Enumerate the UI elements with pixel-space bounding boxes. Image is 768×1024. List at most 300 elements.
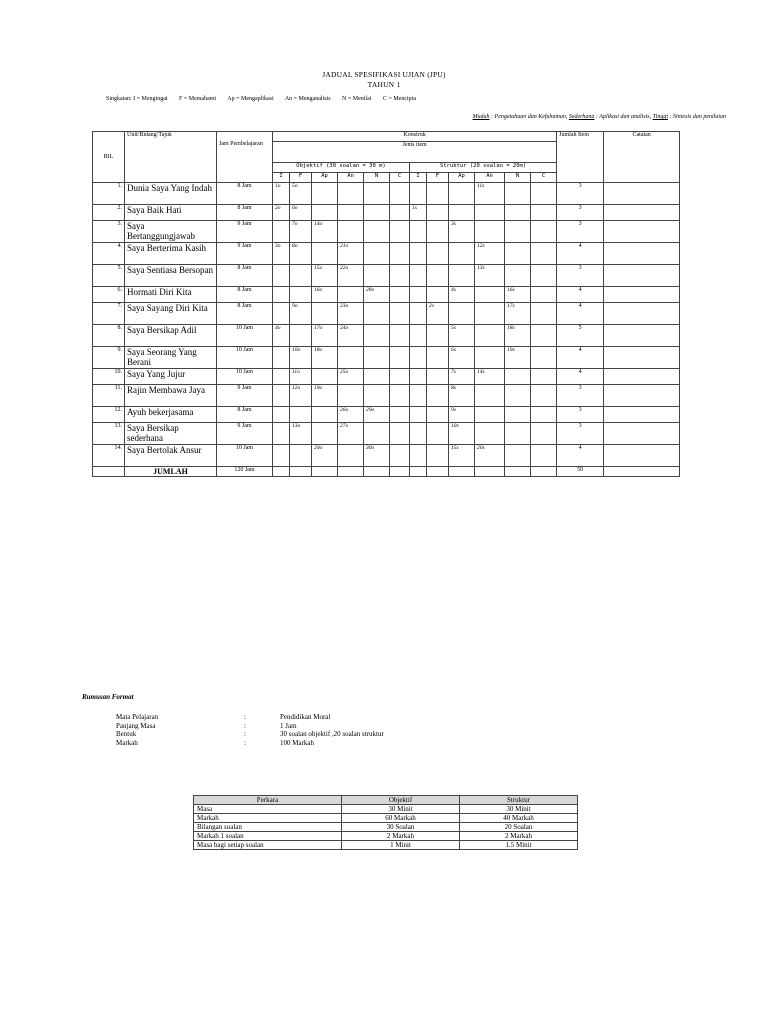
table-row (93, 265, 680, 287)
row-cell (410, 265, 427, 287)
row-cell (427, 423, 449, 445)
summary-cell: 60 Markah (342, 814, 460, 823)
legend-item: F = Memahami (179, 96, 217, 102)
level-mudah-text: : Pengetahuan dan Kefahaman, (489, 114, 569, 120)
row-catatan (604, 303, 680, 325)
row-jumlah: 4 (557, 287, 604, 303)
row-unit: Saya Bersikap sederhana (125, 423, 217, 445)
header-struktur: Struktur (20 soalan = 20m) (410, 163, 557, 173)
row-cell (505, 369, 531, 385)
row-cell (475, 303, 505, 325)
row-jumlah: 4 (557, 347, 604, 369)
row-unit: Saya Yang Jujur (125, 369, 217, 385)
row-cell: 6s (449, 347, 475, 369)
summary-cell: Masa bagi setiap soalan (194, 841, 342, 850)
total-row (93, 467, 680, 477)
summary-cell: Markah (194, 814, 342, 823)
row-cell (505, 265, 531, 287)
table-row (93, 347, 680, 369)
row-cell: 14s (475, 369, 505, 385)
summary-cell: Bilangan soalan (194, 823, 342, 832)
row-cell: 27o (338, 423, 364, 445)
level-tinggi-text: : Sintesis dan penilaian (668, 114, 726, 120)
row-jam: 10 Jam (217, 369, 273, 385)
row-cell (290, 287, 312, 303)
row-unit: Ayuh bekerjasama (125, 407, 217, 423)
summary-row (194, 832, 578, 841)
row-cell (364, 243, 390, 265)
header-jumlah: Jumlah Item (557, 132, 604, 183)
row-cell: 16o (312, 287, 338, 303)
row-jumlah: 5 (557, 325, 604, 347)
row-jam: 8 Jam (217, 303, 273, 325)
row-cell (475, 325, 505, 347)
row-bil: 2. (93, 205, 125, 221)
row-jumlah: 3 (557, 407, 604, 423)
summary-cell: 30 Soalan (342, 823, 460, 832)
row-cell: 21o (338, 243, 364, 265)
row-jam: 8 Jam (217, 287, 273, 303)
row-jam: 8 Jam (217, 183, 273, 205)
level-tinggi-label: Tinggi (652, 114, 668, 120)
table-row (93, 221, 680, 243)
row-cell (531, 325, 557, 347)
row-catatan (604, 407, 680, 423)
rumusan-colon: : (244, 713, 246, 721)
summary-cell: 20 Soalan (460, 823, 578, 832)
row-cell: 19s (505, 347, 531, 369)
row-cell (290, 265, 312, 287)
row-cell (410, 183, 427, 205)
row-jam: 8 Jam (217, 205, 273, 221)
header-catatan: Catatan (604, 132, 680, 183)
total-cell (449, 467, 475, 477)
summary-cell: 40 Markah (460, 814, 578, 823)
row-cell: 23o (338, 303, 364, 325)
row-jumlah: 3 (557, 205, 604, 221)
row-cell: 29o (364, 407, 390, 423)
row-bil: 13. (93, 423, 125, 445)
row-cell (410, 287, 427, 303)
row-cell (364, 265, 390, 287)
row-cell (338, 347, 364, 369)
row-bil: 11. (93, 385, 125, 407)
row-cell: 18s (505, 325, 531, 347)
row-cell: 12o (290, 385, 312, 407)
rumusan-key: Mata Pelajaran (116, 713, 159, 721)
row-cell (364, 385, 390, 407)
row-cell (364, 303, 390, 325)
header-objektif: Objektif (30 soalan = 30 m) (273, 163, 410, 173)
row-cell (531, 303, 557, 325)
row-cell (427, 287, 449, 303)
row-cell (312, 423, 338, 445)
rumusan-key: Panjang Masa (116, 721, 156, 730)
row-cell (338, 287, 364, 303)
row-cell (390, 221, 410, 243)
subheader-str-i: I (410, 173, 427, 183)
summary-header-row (194, 796, 578, 805)
row-jumlah: 3 (557, 423, 604, 445)
subheader-str-an: An (475, 173, 505, 183)
row-jumlah: 4 (557, 243, 604, 265)
rumusan-key: Bentuk (116, 730, 137, 738)
row-cell (427, 369, 449, 385)
row-jumlah: 3 (557, 183, 604, 205)
row-cell (273, 303, 290, 325)
row-cell (364, 423, 390, 445)
row-jam: 10 Jam (217, 325, 273, 347)
total-cell (364, 467, 390, 477)
row-catatan (604, 287, 680, 303)
row-jumlah: 3 (557, 265, 604, 287)
rumusan-value: 1 Jam (280, 721, 297, 730)
row-cell (290, 445, 312, 467)
subheader-str-ap: Ap (449, 173, 475, 183)
row-unit: Dunia Saya Yang Indah (125, 183, 217, 205)
rumusan-item (116, 713, 480, 722)
table-row (93, 445, 680, 467)
row-cell (410, 347, 427, 369)
row-bil: 8. (93, 325, 125, 347)
row-cell (427, 205, 449, 221)
row-cell: 24o (338, 325, 364, 347)
rumusan-list (116, 713, 480, 747)
row-cell (449, 303, 475, 325)
row-cell (290, 325, 312, 347)
row-cell (531, 445, 557, 467)
row-cell (531, 287, 557, 303)
subheader-str-c: C (531, 173, 557, 183)
row-catatan (604, 205, 680, 221)
row-cell: 9o (290, 303, 312, 325)
row-cell (410, 423, 427, 445)
total-label: JUMLAH (125, 467, 217, 477)
summary-cell: 30 Minit (342, 805, 460, 814)
row-cell: 5s (449, 325, 475, 347)
row-cell: 5o (290, 183, 312, 205)
rumusan-item (116, 739, 480, 748)
total-cell (531, 467, 557, 477)
table-row (93, 423, 680, 445)
row-cell (427, 265, 449, 287)
total-jam: 120 Jam (217, 467, 273, 477)
rumusan-colon: : (244, 721, 246, 730)
table-row (93, 183, 680, 205)
row-cell (475, 287, 505, 303)
row-catatan (604, 243, 680, 265)
summary-row (194, 841, 578, 850)
subheader-obj-n: N (364, 173, 390, 183)
row-cell (531, 243, 557, 265)
difficulty-levels (473, 114, 726, 120)
row-cell (273, 221, 290, 243)
level-sederhana-text: : Aplikasi dan analisis, (594, 114, 653, 120)
row-cell (427, 407, 449, 423)
row-cell (390, 325, 410, 347)
jpu-table (92, 131, 680, 477)
row-cell: 8s (449, 385, 475, 407)
legend-item: An = Menganalisis (284, 96, 331, 102)
rumusan-heading: Rumusan Format (82, 693, 134, 701)
row-jam: 9 Jam (217, 221, 273, 243)
row-cell (338, 205, 364, 221)
row-cell (364, 205, 390, 221)
row-bil: 14. (93, 445, 125, 467)
rumusan-value: Pendidikan Moral (280, 713, 331, 721)
row-catatan (604, 423, 680, 445)
row-bil: 5. (93, 265, 125, 287)
row-cell (273, 369, 290, 385)
row-catatan (604, 445, 680, 467)
row-jam: 8 Jam (217, 265, 273, 287)
total-catatan (604, 467, 680, 477)
summary-cell: Masa (194, 805, 342, 814)
legend-item: C = Mencipta (382, 96, 416, 102)
row-catatan (604, 347, 680, 369)
row-cell: 20o (312, 445, 338, 467)
row-cell (390, 423, 410, 445)
summary-cell: 1 Minit (342, 841, 460, 850)
row-cell: 1o (273, 183, 290, 205)
summary-row (194, 823, 578, 832)
row-cell (312, 243, 338, 265)
row-jumlah: 3 (557, 221, 604, 243)
table-row (93, 325, 680, 347)
row-unit: Saya Bersikap Adil (125, 325, 217, 347)
row-cell: 22o (338, 265, 364, 287)
row-cell (273, 265, 290, 287)
total-bil (93, 467, 125, 477)
row-bil: 7. (93, 303, 125, 325)
row-cell (390, 347, 410, 369)
row-bil: 1. (93, 183, 125, 205)
total-cell (390, 467, 410, 477)
row-jam: 9 Jam (217, 243, 273, 265)
row-cell: 13s (475, 265, 505, 287)
total-cell (273, 467, 290, 477)
table-row (93, 287, 680, 303)
row-cell: 7s (449, 369, 475, 385)
row-jumlah: 4 (557, 369, 604, 385)
total-cell (427, 467, 449, 477)
row-cell (410, 385, 427, 407)
summary-table (193, 795, 578, 850)
row-jam: 9 Jam (217, 423, 273, 445)
summary-cell: Markah 1 soalan (194, 832, 342, 841)
row-cell (427, 183, 449, 205)
rumusan-key: Markah (116, 738, 138, 747)
row-catatan (604, 265, 680, 287)
row-unit: Hormati Diri Kita (125, 287, 217, 303)
row-cell: 10o (290, 347, 312, 369)
row-unit: Saya Sayang Diri Kita (125, 303, 217, 325)
row-cell: 18o (312, 347, 338, 369)
row-cell: 16s (505, 287, 531, 303)
row-cell (531, 385, 557, 407)
row-jam: 10 Jam (217, 445, 273, 467)
row-cell: 20s (475, 445, 505, 467)
row-unit: Saya Seorang Yang Berani (125, 347, 217, 369)
row-cell (273, 407, 290, 423)
row-cell (531, 183, 557, 205)
row-cell (427, 243, 449, 265)
legend-item: Singkatan: I = Mengingat (106, 96, 168, 102)
total-cell (338, 467, 364, 477)
subheader-obj-f: F (290, 173, 312, 183)
row-cell (505, 423, 531, 445)
summary-cell: 30 Minit (460, 805, 578, 814)
row-cell (390, 287, 410, 303)
row-bil: 4. (93, 243, 125, 265)
total-cell (475, 467, 505, 477)
row-cell (273, 423, 290, 445)
row-cell (427, 347, 449, 369)
row-cell: 9s (449, 407, 475, 423)
subheader-obj-ap: Ap (312, 173, 338, 183)
row-cell (338, 445, 364, 467)
legend-item: Ap = Mengaplikasi (227, 96, 274, 102)
row-cell: 28o (364, 287, 390, 303)
row-cell (505, 445, 531, 467)
table-row (93, 369, 680, 385)
table-row (93, 243, 680, 265)
row-cell (449, 243, 475, 265)
row-cell: 11o (290, 369, 312, 385)
row-cell (475, 385, 505, 407)
row-cell (364, 325, 390, 347)
row-cell: 14o (312, 221, 338, 243)
total-cell (410, 467, 427, 477)
row-bil: 12. (93, 407, 125, 423)
subheader-str-f: F (427, 173, 449, 183)
row-cell (312, 205, 338, 221)
total-jumlah: 50 (557, 467, 604, 477)
row-cell (390, 243, 410, 265)
row-cell (410, 407, 427, 423)
row-cell (531, 423, 557, 445)
row-bil: 10. (93, 369, 125, 385)
row-catatan (604, 325, 680, 347)
row-jumlah: 4 (557, 445, 604, 467)
row-cell (390, 303, 410, 325)
row-cell: 1s (410, 205, 427, 221)
row-cell: 19o (312, 385, 338, 407)
row-cell (505, 221, 531, 243)
row-cell: 15s (449, 445, 475, 467)
row-cell (410, 445, 427, 467)
row-cell (475, 205, 505, 221)
summary-cell: 1.5 Minit (460, 841, 578, 850)
row-cell: 17o (312, 325, 338, 347)
row-cell (531, 407, 557, 423)
rumusan-colon: : (244, 738, 246, 747)
row-cell (531, 265, 557, 287)
row-cell (273, 445, 290, 467)
row-cell (390, 369, 410, 385)
row-cell: 13o (290, 423, 312, 445)
header-jam: Jam Pembelajaran (217, 132, 273, 183)
header-bil: BIL (93, 132, 125, 183)
row-cell (338, 221, 364, 243)
document-title: JADUAL SPESIFIKASI UJIAN (JPU) (322, 70, 446, 79)
header-jenis-item: Jenis item (273, 142, 557, 163)
row-unit: Saya Berterima Kasih (125, 243, 217, 265)
row-cell (312, 303, 338, 325)
row-cell (390, 265, 410, 287)
row-unit: Saya Baik Hati (125, 205, 217, 221)
row-cell (312, 183, 338, 205)
row-jam: 8 Jam (217, 407, 273, 423)
row-cell (410, 325, 427, 347)
total-cell (312, 467, 338, 477)
row-cell (364, 183, 390, 205)
row-cell (410, 243, 427, 265)
row-jumlah: 3 (557, 385, 604, 407)
total-cell (505, 467, 531, 477)
summary-row (194, 814, 578, 823)
rumusan-value: 100 Markah (280, 738, 315, 747)
row-cell: 6o (290, 205, 312, 221)
row-cell: 17s (505, 303, 531, 325)
document-subtitle: TAHUN 1 (367, 80, 401, 89)
level-sederhana-label: Sederhana (568, 114, 595, 120)
abbreviation-legend (106, 96, 426, 102)
row-cell: 8o (290, 243, 312, 265)
row-cell (312, 369, 338, 385)
row-cell (531, 347, 557, 369)
row-cell (427, 221, 449, 243)
row-jam: 10 Jam (217, 347, 273, 369)
rumusan-item (116, 722, 480, 731)
table-row (93, 407, 680, 423)
row-cell (427, 385, 449, 407)
row-unit: Saya Bertanggungjawab (125, 221, 217, 243)
row-cell (410, 221, 427, 243)
row-jam: 9 Jam (217, 385, 273, 407)
row-cell: 26o (338, 407, 364, 423)
subheader-obj-c: C (390, 173, 410, 183)
row-bil: 6. (93, 287, 125, 303)
row-cell (390, 445, 410, 467)
row-cell (475, 423, 505, 445)
row-cell (475, 407, 505, 423)
row-cell (531, 221, 557, 243)
subheader-str-n: N (505, 173, 531, 183)
row-catatan (604, 385, 680, 407)
row-cell: 7o (290, 221, 312, 243)
row-jumlah: 4 (557, 303, 604, 325)
row-cell: 10s (449, 423, 475, 445)
summary-cell: 2 Markah (342, 832, 460, 841)
level-mudah-label: Mudah (472, 114, 490, 120)
row-catatan (604, 183, 680, 205)
row-cell (364, 347, 390, 369)
row-cell (338, 183, 364, 205)
row-cell (531, 205, 557, 221)
row-cell (410, 303, 427, 325)
summary-header: Objektif (342, 796, 460, 805)
row-cell (449, 183, 475, 205)
row-cell (505, 385, 531, 407)
row-catatan (604, 369, 680, 385)
row-cell (475, 221, 505, 243)
row-cell: 3s (449, 221, 475, 243)
summary-header: Perkara (194, 796, 342, 805)
subheader-obj-i: I (273, 173, 290, 183)
row-cell (505, 183, 531, 205)
row-cell (505, 407, 531, 423)
